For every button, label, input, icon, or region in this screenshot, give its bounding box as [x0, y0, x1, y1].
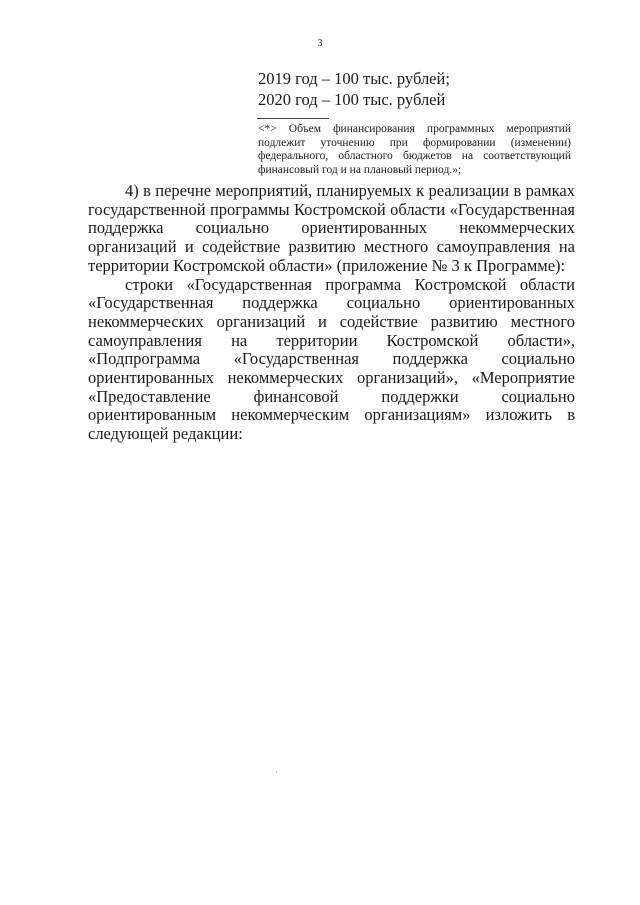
paragraph-item-4: 4) в перечне мероприятий, планируемых к реализации в рамках государственной программы Костромской области «Государственная поддержка социально ориентированных некоммерческих организаций и содействие развитию местного самоуправления на территории Костромской области» (приложение № 3 к Программе):	[88, 181, 575, 275]
budget-line-2019: 2019 год – 100 тыс. рублей;	[258, 69, 450, 88]
budget-line-2020: 2020 год – 100 тыс. рублей	[258, 90, 446, 109]
page-number: 3	[317, 38, 323, 49]
footnote-text: <*> Объем финансирования программных мероприятий подлежит уточнению при формировании (изменении) федерального, областного бюджетов на соответствующий финансовый год и на плановый период.»;	[258, 123, 571, 176]
document-body	[88, 182, 575, 444]
budget-lines	[258, 68, 450, 110]
paragraph-rows-edit: строки «Государственная программа Костромской области «Государственная поддержка социально ориентированных некоммерческих организаций и содействие развитию местного самоуправления на территории Костромской области», «Подпрограмма «Государственная поддержка социально ориентированных некоммерческих организаций», «Мероприятие «Предоставление финансовой поддержки социально ориентированным некоммерческим организациям» изложить в следующей редакции:	[88, 274, 575, 444]
scan-artifact-dot	[276, 772, 277, 773]
footnote-separator	[257, 118, 329, 119]
